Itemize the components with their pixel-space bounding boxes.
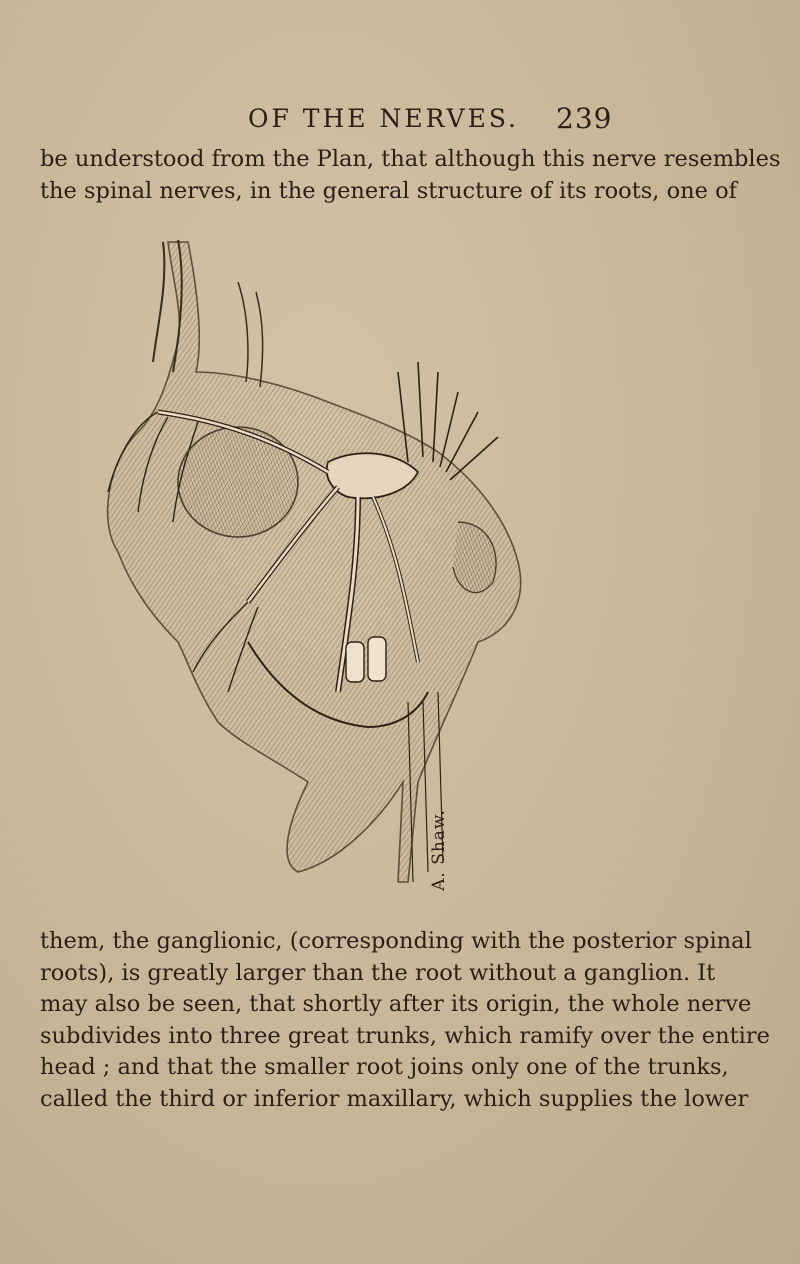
engraver-credit-text: A. Shaw. (429, 809, 449, 891)
text-line: subdivides into three great trunks, which ramify over the entire (40, 1022, 770, 1049)
page-number: 239 (556, 102, 613, 135)
running-title: OF THE NERVES. (248, 104, 520, 133)
engraver-credit (424, 800, 454, 900)
anatomical-figure (78, 222, 558, 890)
text-line: roots), is greatly larger than the root without a ganglion. It (40, 959, 716, 986)
paragraph-top (40, 144, 781, 207)
paragraph-bottom (40, 926, 770, 1115)
text-line: called the third or inferior maxillary, which supplies the lower (40, 1085, 749, 1112)
running-head (0, 104, 800, 140)
text-line: be understood from the Plan, that although this nerve resembles (40, 146, 781, 172)
anatomical-engraving-icon (78, 222, 558, 890)
text-line: head ; and that the smaller root joins only one of the trunks, (40, 1054, 729, 1080)
text-line: them, the ganglionic, (corresponding with the posterior spinal (40, 928, 752, 954)
text-line: the spinal nerves, in the general structure of its roots, one of (40, 177, 737, 204)
text-line: may also be seen, that shortly after its origin, the whole nerve (40, 991, 752, 1017)
